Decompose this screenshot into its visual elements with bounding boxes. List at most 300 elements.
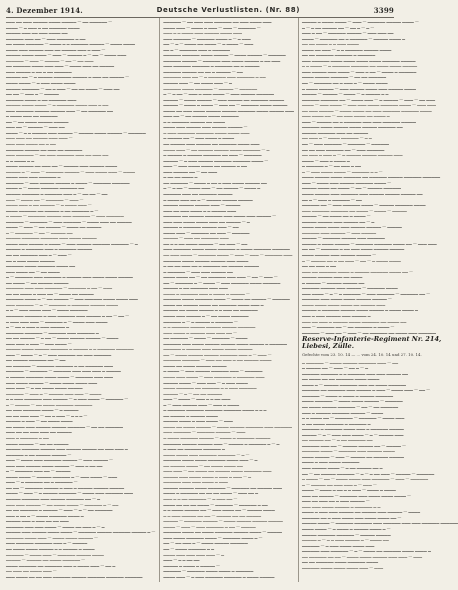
column-2-row: ▁▁▁ ▁▁▁ ▁▁▁▁ ▁▁▁▁ ▁▁▁ ▁▁ ▁▁▁▁▁ — ▁: [163, 217, 250, 223]
column-3-top-row: ▁▁▁ ▁▁ ▁▁▁▁▁▁ ▁▁▁▁ ▁ ▁▁▁▁▁ ▁▁▁▁▁▁ ▁▁▁▁ ▁▁ —: [301, 267, 413, 273]
column-3-top-row: ▁▁▁▁ ▁▁▁▁ ▁▁▁▁ ▁▁▁ ▁▁▁▁▁ ▁▁▁▁▁ — ▁▁▁▁▁: [301, 223, 402, 229]
column-3-bottom-row: ▁ ▁▁▁▁ — ▁▁ — ▁▁▁▁ ▁▁▁▁ ▁▁▁ ▁▁▁▁▁▁ — ▁▁▁ — ▁▁▁▁▁▁: [301, 475, 428, 481]
column-1-row: ▁▁▁▁ — ▁ ▁ ▁▁▁▁▁ ▁▁▁ ▁▁▁▁▁ — ▁▁▁▁▁ ▁▁▁▁ ▁▁▁▁▁ — ▁▁▁▁▁▁: [6, 128, 146, 134]
column-2-row: ▁ ▁▁▁▁ — ▁▁▁ ▁▁▁▁▁ ▁▁▁▁▁▁ ▁▁▁ — ▁▁▁▁▁▁: [163, 367, 263, 373]
column-3-bottom-row: ▁▁▁ ▁▁▁ ▁▁▁▁ ▁▁▁▁▁ ▁ ▁▁▁▁▁▁ ▁ ▁: [301, 502, 381, 508]
column-2-row: ▁ ▁▁ ▁▁ ▁▁▁ ▁▁ ▁ ▁▁▁▁▁▁ ▁▁ ▁▁▁▁▁ ▁▁▁▁▁: [163, 262, 259, 268]
column-1-row: ▁▁▁ ▁▁▁▁ ▁▁▁▁▁ — ▁▁▁▁ ▁▁▁▁ ▁▁▁▁ ▁▁▁: [6, 378, 98, 384]
column-2-row: ▁▁▁▁▁ ▁▁ ▁▁▁▁ ▁▁▁▁▁ ▁ ▁ ▁▁▁ ▁▁ ▁▁▁▁▁▁: [163, 306, 258, 312]
column-1-row: ▁▁ ▁▁▁▁▁ ▁▁▁▁▁▁ ▁▁ — ▁▁: [6, 356, 66, 362]
column-1-row: ▁▁▁▁▁ — ▁▁▁▁▁ ▁▁ ▁▁▁▁ ▁▁▁▁▁▁ —: [6, 556, 86, 562]
column-1-row: ▁▁▁ ▁▁▁▁▁ ▁ ▁▁ ▁ ▁▁ ▁▁▁▁▁▁: [6, 67, 72, 73]
column-2-row: ▁▁▁▁▁ — ▁▁▁▁ ▁ ▁▁▁▁ — ▁▁▁ ▁▁ — ▁▁▁▁▁▁ ▁▁▁▁ ▁▁▁▁▁: [163, 101, 288, 107]
column-3-bottom-row: ▁▁ ▁▁▁▁▁▁ ▁▁ ▁▁ — ▁▁▁▁ ▁▁▁▁ ▁▁▁▁▁ ▁▁▁ ▁▁▁ — ▁▁▁: [301, 552, 423, 558]
column-1-row: ▁ ▁▁▁▁▁ ▁▁▁▁▁▁ ▁▁▁▁ ▁▁▁▁ — ▁▁▁▁▁▁ ▁▁▁ ▁▁▁: [6, 373, 113, 378]
column-1-row: ▁▁▁▁ ▁▁▁ ▁ ▁▁ ▁▁▁▁▁ — ▁ ▁▁▁▁ ▁▁▁ —: [6, 201, 92, 207]
column-2-row: ▁▁ ▁▁▁▁▁ ▁▁▁▁ — ▁▁ ▁▁▁▁ ▁▁▁▁ ▁▁: [163, 461, 243, 467]
column-2-row: ▁▁▁ ▁▁▁▁▁▁ — ▁▁▁▁▁▁ ▁▁▁▁ ▁ — ▁ ▁▁▁: [163, 34, 251, 40]
column-2-row: ▁▁▁ ▁▁▁▁▁▁ — ▁▁▁▁▁▁ ▁▁▁▁▁ — ▁▁▁: [163, 428, 246, 434]
column-2-row: ▁▁▁▁▁▁ ▁▁▁ ▁▁ ▁▁▁▁▁▁ ▁▁▁▁▁: [163, 189, 233, 195]
column-3-top-row: ▁▁▁ ▁▁▁▁▁▁ ▁▁▁▁▁▁ ▁▁ ▁▁▁▁ — ▁▁▁▁ — ▁▁▁▁▁: [301, 206, 407, 212]
column-1-row: ▁▁▁▁▁ ▁▁▁▁ ▁▁▁▁ — ▁▁▁ — ▁▁▁▁▁ ▁ — ▁▁ — ▁▁▁▁ ▁▁▁: [6, 51, 127, 57]
column-2-row: ▁ ▁ ▁▁▁▁▁▁ ▁▁▁▁▁ ▁▁ ▁▁▁▁: [163, 117, 225, 123]
column-1-row: ▁▁▁▁ ▁▁▁▁ — ▁ ▁▁▁ ▁▁▁▁ ▁▁▁▁: [6, 79, 76, 85]
column-2-row: ▁ ▁▁▁ ▁▁ ▁▁▁▁▁▁ ▁▁▁▁▁▁ ▁: [163, 445, 225, 451]
column-1-row: ▁▁▁▁▁ ▁ ▁▁▁ — ▁▁ ▁▁▁▁ ▁▁▁▁: [6, 417, 73, 423]
column-1-row: ▁▁▁▁ ▁▁▁▁▁▁ ▁▁ ▁▁▁▁▁▁ ▁▁▁ ▁ ▁▁▁▁ ▁▁▁ — ▁▁ ▁: [6, 561, 116, 567]
column-1-row: ▁▁▁▁ ▁▁▁▁▁ — ▁▁ ▁▁ ▁▁▁▁▁: [6, 439, 69, 445]
column-3-bottom-row: ▁▁▁▁ — ▁▁▁▁ ▁ ▁▁ ▁ ▁ ▁▁▁ — ▁▁▁▁ ▁ ▁▁▁▁: [301, 486, 396, 492]
column-2-row: ▁▁▁▁ ▁▁▁ ▁▁▁▁▁ ▁ — ▁▁ ▁▁▁▁ ▁▁▁▁▁▁: [163, 311, 249, 317]
column-3-top-row: ▁▁ ▁▁ — ▁▁▁▁▁▁ ▁ ▁▁ ▁▁▁ ▁▁▁▁ ▁▁▁▁▁ ▁▁▁▁▁: [301, 245, 405, 251]
column-2-row: ▁▁▁▁▁▁ ▁▁▁▁ ▁▁▁▁ ▁▁▁▁▁▁ ▁▁▁▁ ▁▁▁ — ▁: [163, 456, 258, 462]
column-1-row: ▁ ▁▁▁▁ — ▁▁▁▁▁▁ ▁▁▁▁▁ ▁▁▁ ▁▁▁▁▁▁ — ▁▁▁ ▁▁▁▁▁▁: [6, 212, 124, 218]
column-1-row: ▁▁▁▁ — ▁ ▁▁▁ ▁ ▁▁ ▁▁▁▁▁▁ ▁▁▁▁: [6, 23, 80, 29]
column-3-bottom-row: ▁▁▁▁ ▁ ▁▁▁ ▁▁▁▁ ▁▁▁▁▁▁: [301, 458, 360, 464]
column-1-row: ▁▁▁▁▁▁ — ▁▁▁▁▁▁ — ▁▁▁▁▁▁ ▁▁▁ ▁▁▁ ▁▁▁ ▁ ▁▁▁▁▁: [6, 367, 121, 373]
column-3-top-row: ▁▁▁▁▁ ▁ ▁▁▁▁▁▁ ▁▁▁▁▁ ▁▁▁▁ ▁▁▁▁▁ ▁ ▁▁▁▁ ▁▁▁▁ ▁: [301, 306, 418, 312]
column-1-row: ▁▁▁ — ▁▁▁▁ ▁▁ — ▁▁▁▁▁▁ — ▁▁▁ —: [6, 195, 84, 201]
column-3-bottom-row: ▁▁▁▁▁▁ — ▁ ▁▁▁ ▁▁▁▁ ▁▁▁▁ ▁▁▁: [301, 541, 375, 547]
column-2-row: ▁▁ ▁▁▁▁▁▁ — ▁▁▁▁ — ▁▁▁▁▁▁ — ▁▁▁▁: [163, 334, 248, 340]
section-title: Reserve-Infanterie-Regiment Nr. 214, Liebesi, Zülle.: [301, 335, 442, 351]
column-3-bottom-row: ▁▁▁ ▁▁▁▁▁ ▁▁▁▁ — ▁ ▁▁ ▁▁▁▁▁ ▁▁ ▁: [301, 463, 383, 469]
column-3-bottom-row: ▁ — ▁▁▁▁▁ ▁▁ ▁▁▁ ▁▁▁ ▁ — ▁▁▁ —: [301, 480, 377, 486]
column-1-row: ▁▁ ▁▁▁▁▁▁ ▁▁▁▁ ▁▁▁ ▁▁▁ — ▁▁▁▁ ▁▁▁ ▁▁ ▁▁▁▁▁: [6, 62, 115, 68]
column-2-row: ▁▁▁ — ▁ ▁ ▁▁ ▁▁: [163, 556, 200, 562]
column-2-row: ▁▁▁ ▁▁ ▁▁▁ ▁▁▁▁ ▁ ▁ ▁▁▁▁▁ ▁▁▁: [163, 206, 237, 212]
column-3-bottom-row: ▁▁▁▁▁▁ ▁▁▁▁ — ▁▁▁▁▁▁ ▁▁▁ ▁▁▁▁▁ ▁▁▁▁: [301, 447, 395, 453]
column-1-row: ▁▁ ▁▁▁▁▁▁ — ▁▁▁▁▁▁ ▁▁▁▁▁▁ ▁ ▁▁ ▁▁▁▁▁▁ ▁▁▁: [6, 361, 113, 367]
column-3-top-row: ▁▁▁▁▁ — ▁▁▁▁▁ — ▁▁▁▁ — ▁ ▁▁▁▁▁ ▁ ▁: [301, 90, 389, 96]
column-1-row: ▁▁▁▁▁ ▁ — ▁▁▁ — ▁▁▁▁▁▁ ▁▁▁▁▁ — ▁▁▁ ▁▁▁▁ ▁▁▁ — ▁▁▁▁: [6, 167, 135, 173]
column-3-bottom-row: ▁▁▁▁▁ — ▁ — ▁▁▁ ▁▁▁ ▁▁▁▁ — ▁ — ▁▁▁▁▁ ▁▁▁: [301, 430, 404, 436]
column-1-row: ▁▁▁▁ ▁▁▁▁ — ▁▁▁▁▁ ▁▁▁▁▁▁ ▁ — ▁▁▁ ▁▁▁▁ — ▁▁▁: [6, 472, 118, 478]
column-2-row: ▁▁▁▁ ▁▁▁ — ▁ ▁▁▁ ▁▁▁▁▁▁ ▁▁▁▁▁▁ ▁ ▁▁▁▁ ▁▁▁▁▁: [163, 572, 275, 578]
column-3-top-row: ▁▁▁▁▁ ▁▁▁▁▁ ▁▁▁ ▁▁ ▁▁▁▁: [301, 273, 363, 279]
column-3-top-row: ▁▁▁▁ — ▁▁▁ ▁ ▁▁▁▁ ▁: [301, 156, 350, 162]
column-2-row: ▁▁▁ ▁▁▁▁▁▁ ▁▁▁▁▁▁ ▁ ▁▁▁▁▁▁ ▁▁ ▁ ▁▁▁▁▁: [163, 62, 260, 68]
column-3-top: [302, 18, 458, 334]
column-2-row: ▁▁▁▁▁ — ▁▁▁ ▁▁ ▁▁▁▁▁▁ ▁▁▁: [163, 234, 229, 240]
column-2-row: ▁▁▁▁▁ — ▁▁▁▁▁▁ ▁▁▁▁▁ — ▁▁▁▁ ▁▁▁▁▁ ▁▁▁▁▁ ▁▁▁▁▁: [163, 517, 283, 523]
column-3-top-row: ▁▁▁▁▁ ▁▁▁▁▁▁ ▁▁▁ ▁▁ ▁▁▁▁▁: [301, 128, 369, 134]
column-1-row: ▁▁▁▁▁ ▁▁▁▁ ▁▁▁▁ — ▁ ▁▁▁▁▁▁ ▁▁▁▁ ▁▁▁ ▁ ▁▁: [6, 101, 109, 107]
column-2-row: ▁▁▁▁ ▁ ▁▁▁▁▁▁ ▁▁ ▁▁ ▁▁ ▁▁▁▁ — ▁▁▁ ▁▁ ▁: [163, 489, 259, 495]
column-2-row: ▁▁▁▁▁▁ — ▁▁ ▁▁▁ ▁▁▁ ▁▁▁▁▁▁ ▁▁ ▁▁▁ ▁▁▁▁ ▁▁▁: [163, 18, 272, 23]
header-title-text: Deutsche Verlustlisten.: [156, 6, 263, 14]
page-header: [6, 4, 394, 18]
column-3-top-row: ▁▁▁▁▁ — ▁▁ ▁▁▁▁ ▁▁ ▁ ▁▁▁▁ —: [301, 212, 371, 218]
column-1-row: ▁▁▁▁▁▁ ▁▁▁ ▁▁▁ ▁▁▁▁ — ▁▁▁▁ ▁▁ ▁▁▁ ▁ — ▁: [6, 522, 105, 528]
column-2-row: ▁▁▁▁▁▁ ▁▁▁ ▁▁▁ ▁▁▁▁ ▁ ▁▁▁: [163, 478, 228, 484]
column-1-row: ▁ — ▁▁▁▁▁▁ — ▁▁ — ▁▁▁▁▁ ▁▁: [6, 228, 73, 234]
column-2-row: ▁▁ — ▁ — ▁▁▁▁ ▁▁ ▁▁▁▁ — ▁ ▁▁▁▁ — ▁▁▁: [163, 40, 254, 46]
column-3-top-row: ▁ ▁ ▁▁▁▁ — ▁ ▁▁▁▁▁▁ ▁▁▁▁▁▁ ▁▁ ▁▁▁▁ ▁▁▁▁ ▁▁▁▁▁: [301, 62, 418, 68]
column-1-row: ▁▁▁▁▁▁ ▁▁▁▁ ▁ — ▁▁ ▁▁▁▁▁ — ▁▁▁ ▁▁▁▁▁▁ ▁▁▁▁ ▁▁▁▁ ▁▁▁: [6, 295, 138, 301]
column-3-top-row: ▁▁ ▁▁▁ ▁ ▁▁▁ ▁ — ▁ ▁▁▁▁▁ ▁▁▁▁▁ ▁▁▁▁▁ ▁▁▁: [301, 151, 403, 157]
column-2-row: ▁▁ — ▁▁▁▁▁▁ ▁ — ▁▁▁▁ — ▁▁▁ ▁▁▁▁▁▁ ▁▁▁▁ ▁▁▁▁▁▁: [163, 278, 281, 284]
column-1-row: ▁▁▁▁ — ▁▁▁ — ▁▁ ▁▁▁▁▁ — ▁▁▁▁ ▁▁ ▁▁▁▁▁: [6, 223, 102, 229]
column-2-row: ▁▁▁▁ ▁▁▁▁ ▁▁ — ▁▁ ▁▁▁▁▁▁ ▁▁▁ ▁▁▁ — ▁▁ — ▁▁▁ —: [163, 273, 278, 279]
column-1-row: ▁▁▁▁▁▁ ▁▁▁▁ ▁ ▁▁ ▁▁▁▁▁▁ ▁▁▁: [6, 95, 77, 101]
column-2-row: ▁▁ ▁▁▁▁▁ ▁▁▁ ▁▁▁▁▁ ▁▁ ▁▁▁▁▁▁ ▁▁▁▁ ▁▁▁: [163, 140, 260, 146]
column-2-row: ▁▁▁▁ — ▁▁▁ — ▁▁▁ ▁▁▁▁▁▁ ▁ ▁▁ — ▁▁▁▁▁: [163, 522, 256, 528]
column-3-top-row: ▁▁▁ — ▁▁▁▁▁▁ ▁▁ — ▁▁ ▁▁▁▁▁▁ ▁ ▁▁▁▁ —: [301, 323, 395, 329]
column-2-row: ▁▁▁ ▁▁▁ — ▁▁ ▁▁▁▁ ▁▁ ▁▁▁▁▁ ▁▁▁▁ ▁▁▁▁▁▁ ▁▁▁: [163, 467, 272, 473]
column-3-top-row: ▁▁▁ ▁▁▁▁ — ▁ — ▁ ▁▁▁▁▁▁ — ▁▁▁ ▁▁▁▁▁▁ — ▁▁▁▁▁▁ ▁▁ —: [301, 289, 431, 295]
column-3-bottom-row: ▁▁▁ ▁ ▁▁▁▁▁ ▁▁▁▁▁▁ ▁▁▁▁▁ — ▁▁▁▁: [301, 408, 384, 414]
column-1-row: ▁▁▁▁▁ ▁▁▁ ▁ ▁▁▁ ▁▁ ▁▁ ▁▁▁: [6, 517, 69, 523]
column-3-bottom-row: ▁▁▁▁▁▁ ▁▁▁ ▁▁ — ▁▁▁▁▁ ▁▁▁▁▁ ▁▁ — ▁▁▁▁▁ —: [301, 441, 406, 447]
column-2-row: ▁▁ ▁ ▁ ▁▁ ▁▁▁▁ ▁▁▁▁▁ — ▁▁ ▁▁▁ — ▁▁: [163, 239, 248, 245]
column-1-row: ▁▁▁▁▁ ▁▁▁▁▁▁ ▁ ▁▁▁▁▁▁ ▁▁▁ ▁ — ▁▁ ▁▁ — ▁▁: [6, 189, 108, 195]
column-1-row: ▁▁▁ — ▁▁▁▁ ▁▁▁ ▁▁▁▁▁▁ ▁▁▁▁▁ — ▁▁▁ ▁▁▁▁▁ —: [6, 456, 113, 462]
column-2-row: ▁▁▁▁ ▁▁▁ ▁▁▁▁ — ▁▁▁ ▁▁▁▁▁▁ ▁ ▁▁▁▁▁▁ ▁▁▁: [163, 373, 265, 378]
column-2-row: ▁▁▁ ▁▁▁▁▁▁ ▁▁▁▁ ▁▁▁▁ ▁▁▁▁▁▁ ▁ ▁▁▁▁ ▁▁▁▁▁▁ ▁▁▁▁▁▁: [163, 245, 290, 251]
column-1-row: ▁▁ ▁▁▁▁ — ▁▁ ▁▁▁▁▁ ▁▁▁▁▁: [6, 278, 69, 284]
column-3-bottom-row: ▁ ▁▁▁▁▁ ▁▁ — ▁▁▁ — ▁▁ ▁ — ▁: [301, 364, 369, 370]
column-3-top-row: ▁▁ — ▁▁▁▁▁▁ ▁▁ ▁ ▁▁▁ ▁ — ▁▁▁▁ ▁▁▁▁: [301, 79, 388, 85]
header-issue: (Nr. 88): [265, 6, 301, 14]
column-2-row: ▁▁▁ ▁ ▁ ▁▁ ▁▁▁▁▁▁ — ▁ ▁▁▁ ▁▁ —: [163, 495, 238, 501]
column-3-top-row: ▁▁▁▁ — ▁▁▁▁▁▁ ▁▁ ▁ ▁▁▁▁▁▁ — ▁▁▁▁▁ ▁▁▁▁ ▁: [301, 34, 406, 40]
column-2-row: ▁▁▁▁ ▁ ▁▁▁▁▁▁ ▁▁▁ ▁ ▁▁▁▁ ▁ ▁▁▁▁▁ —: [163, 289, 250, 295]
column-3-bottom-row: ▁▁▁ ▁▁ ▁▁▁ ▁▁ ▁ ▁▁▁ ▁▁▁▁▁ —: [301, 497, 370, 503]
column-1-row: ▁▁ ▁▁ ▁▁▁▁▁ — ▁ ▁▁ — ▁▁▁▁ ▁▁▁▁▁ ▁▁▁▁▁ — ▁▁▁▁: [6, 334, 119, 340]
column-1-row: ▁▁▁ ▁▁▁▁▁▁ — ▁▁ ▁▁▁ ▁▁▁▁▁▁ ▁▁▁ ▁▁ ▁▁▁ ▁▁: [6, 151, 109, 157]
column-3-top-row: ▁▁▁▁ ▁▁▁▁ ▁▁▁▁ ▁▁▁▁ ▁▁ ▁▁▁▁▁ ▁▁▁: [301, 300, 386, 306]
column-1-row: ▁▁▁▁▁ ▁▁▁▁▁▁ ▁▁▁ ▁▁▁▁▁ ▁▁▁▁▁▁ ▁▁ — ▁: [6, 495, 101, 501]
column-3-top-row: ▁▁▁▁▁ ▁▁▁▁ ▁▁ ▁▁▁▁ — ▁▁ — ▁▁▁▁▁ ▁▁▁▁▁▁: [301, 184, 401, 190]
column-1-row: ▁▁▁▁▁ ▁▁▁ ▁▁ ▁▁▁ ▁▁▁▁ ▁▁: [6, 29, 68, 35]
column-2-row: ▁▁▁ ▁ ▁ ▁▁▁▁ ▁▁▁ ▁▁▁▁▁ ▁▁▁▁ ▁▁▁: [163, 29, 242, 35]
column-1-row: ▁▁▁ ▁▁▁ ▁▁▁▁ ▁▁ ▁ ▁▁: [6, 140, 56, 146]
column-3-bottom-row: ▁▁▁▁▁▁ ▁▁ ▁▁▁▁▁▁ ▁▁▁ ▁▁▁▁▁ ▁ ▁▁▁ — ▁▁▁▁ ▁▁▁ — ▁▁ —: [301, 386, 431, 392]
column-3-bottom-row: ▁ ▁▁ ▁▁▁▁ ▁▁▁▁▁▁ ▁ ▁▁▁▁▁▁ ▁: [301, 419, 371, 425]
column-3-bottom: [302, 359, 458, 570]
column-2-row: ▁ — ▁▁▁ ▁▁▁▁▁ ▁▁▁ — ▁▁▁ ▁ ▁▁▁▁: [163, 400, 240, 406]
column-2-row: ▁▁▁▁ ▁▁ ▁▁▁▁ ▁▁▁▁▁ ▁▁▁▁▁: [163, 361, 227, 367]
header-title: [157, 6, 300, 14]
column-3-bottom-row: ▁▁▁▁ ▁ — ▁▁▁▁▁ ▁▁▁▁▁▁ ▁▁▁ ▁▁ ▁▁▁▁ ▁▁▁▁▁▁: [301, 380, 406, 386]
column-1-row: ▁▁▁▁▁▁ ▁▁▁▁ ▁▁▁▁▁▁ ▁▁▁▁ ▁▁: [6, 262, 76, 268]
column-3-bottom-row: ▁▁▁▁▁▁ ▁▁▁ ▁▁▁▁▁▁ — ▁ — ▁▁▁▁ ▁▁ ▁▁▁▁▁▁ ▁▁▁▁ ▁▁▁▁ ▁: [301, 547, 431, 553]
column-2-row: ▁ ▁▁▁▁▁ ▁▁ — ▁▁▁ ▁▁▁▁ ▁ ▁▁▁▁: [163, 134, 235, 140]
column-3-top-row: ▁▁▁▁ ▁▁▁▁▁ ▁▁▁ ▁▁▁▁▁▁ ▁▁▁ ▁▁▁▁▁ ▁▁▁▁▁ ▁▁▁▁▁ ▁▁: [301, 189, 423, 195]
column-3-top-row: ▁ — ▁ ▁▁ ▁▁▁▁▁ ▁▁ — ▁▁ ▁ — ▁ —: [301, 23, 375, 29]
column-1-row: ▁▁▁ ▁▁▁▁ ▁▁ — ▁▁ ▁▁▁▁: [6, 267, 60, 273]
column-3-top-row: ▁▁▁▁▁ — ▁▁▁▁▁▁ ▁▁▁▁▁ ▁▁▁ ▁▁▁▁▁▁: [301, 234, 385, 240]
column-1-row: ▁▁▁▁▁▁ — ▁▁▁▁ ▁▁▁ — ▁▁▁▁▁▁ ▁▁▁▁▁ ▁▁▁▁: [6, 550, 104, 556]
column-3-top-row: ▁▁ ▁▁▁ ▁ — ▁▁▁▁ ▁▁▁▁▁▁ — ▁ ▁: [301, 134, 372, 140]
column-3-top-row: ▁▁▁ ▁▁▁▁ ▁▁ — ▁▁ ▁▁▁ ▁▁▁▁ ▁▁ ▁▁▁▁ ▁: [301, 112, 390, 118]
column-2-row: ▁ ▁ ▁▁▁ ▁▁▁▁▁ ▁▁ ▁▁ — ▁▁▁▁▁ ▁▁ ▁▁ ▁▁▁▁▁: [163, 511, 261, 517]
column-1-row: ▁ — ▁▁▁▁▁ — ▁▁ ▁▁▁▁ ▁▁▁▁▁▁ ▁▁▁▁▁▁: [6, 400, 93, 406]
column-3-bottom-row: ▁▁▁▁▁▁ — ▁▁▁▁ ▁ ▁▁▁▁ ▁ ▁▁▁▁▁ ▁▁▁▁▁▁: [301, 391, 394, 397]
column-3-bottom-row: ▁▁▁▁ ▁▁▁▁ — ▁ ▁▁▁▁ ▁ ▁▁▁▁▁ ▁▁▁▁ ▁ —: [301, 524, 391, 530]
column-1-row: ▁▁▁▁ ▁▁▁ ▁▁▁▁▁ ▁ ▁▁▁▁ — ▁▁▁ ▁▁▁▁▁ ▁▁▁▁▁▁ ▁▁▁▁▁▁ — ▁: [6, 239, 138, 245]
column-2-row: ▁ ▁▁▁▁ ▁▁▁▁▁▁ ▁▁▁▁▁ — ▁▁▁▁ ▁ ▁▁▁▁▁▁ ▁▁▁▁▁: [163, 434, 271, 440]
column-2-row: ▁▁▁▁▁▁ ▁▁▁▁▁▁ — ▁▁▁ ▁▁ ▁▁▁ ▁ ▁▁ ▁▁▁▁▁ ▁▁▁▁: [163, 356, 272, 362]
column-3-bottom-row: ▁▁▁▁▁▁ ▁ ▁▁▁▁▁▁ ▁▁▁▁ ▁▁▁ ▁ ▁▁▁▁▁▁ ▁▁▁▁▁: [301, 425, 404, 431]
column-3-bottom-row: ▁▁ ▁▁▁▁▁ ▁▁ — ▁ ▁▁ ▁▁▁▁▁▁ ▁▁: [301, 436, 373, 442]
column-3-top-row: ▁▁ — ▁▁▁ ▁▁▁▁▁▁ — ▁▁▁▁▁▁ — ▁▁▁▁▁▁: [301, 140, 389, 146]
column-3-top-row: ▁▁ ▁▁ ▁▁▁▁▁▁ ▁▁▁▁▁▁ ▁ ▁▁▁▁▁▁: [301, 51, 376, 57]
column-3-bottom-row: ▁▁▁▁▁▁ ▁▁ ▁ ▁▁▁ ▁▁▁▁ ▁▁▁ ▁▁▁▁ ▁▁▁▁ ▁▁ —: [301, 513, 402, 519]
column-2-row: ▁▁▁ — ▁▁▁ ▁▁▁▁ ▁▁▁▁ ▁▁ ▁▁▁▁▁ ▁ ▁▁: [163, 162, 247, 168]
column-3-top-row: ▁▁▁▁▁▁ ▁▁▁▁▁▁ ▁▁ — ▁▁▁▁ ▁▁▁ — ▁ ▁▁▁▁▁ — ▁▁▁ — ▁▁ ▁▁▁: [301, 95, 436, 101]
column-2-row: ▁▁▁▁▁▁ ▁▁▁▁▁ ▁▁ ▁▁ ▁ ▁▁▁▁▁ — ▁▁: [163, 67, 243, 73]
column-2-row: ▁▁▁▁▁ ▁▁▁▁ — ▁▁▁ ▁▁▁ — ▁ ▁▁▁ ▁▁▁▁: [163, 378, 248, 384]
column-3-top-row: ▁▁▁▁▁▁ — ▁▁▁ ▁▁ — ▁▁▁ — ▁▁ ▁▁▁▁▁▁ ▁▁ ▁▁▁▁ ▁▁▁ ▁▁▁▁▁▁: [301, 328, 436, 334]
column-1-row: ▁▁▁▁▁ ▁▁▁▁▁▁ ▁▁▁▁▁▁ ▁▁▁ ▁▁▁▁ ▁▁▁▁▁: [6, 234, 97, 240]
column-2-row: ▁▁▁▁▁▁ ▁▁▁▁ ▁▁ ▁▁▁▁ ▁▁▁▁▁▁ ▁▁▁▁▁ ▁▁▁▁ — ▁▁▁▁▁: [163, 528, 282, 534]
column-2-row: ▁▁▁▁▁▁ ▁▁ ▁▁▁▁▁ ▁▁▁▁▁▁ ▁▁▁ ▁▁▁▁ ▁▁▁ ▁▁▁▁▁ —: [163, 212, 277, 218]
column-3-top-row: ▁▁▁▁▁▁ ▁▁▁▁ ▁▁▁▁▁ ▁▁▁▁ ▁▁▁▁▁ ▁▁▁▁▁▁ ▁▁: [301, 123, 403, 129]
column-2-row: ▁▁▁▁▁▁ ▁ — ▁ ▁▁▁▁▁ ▁ ▁▁▁▁▁▁ —: [163, 317, 238, 323]
column-3-bottom-row: ▁▁ — ▁▁ ▁▁▁▁▁ ▁▁▁▁▁▁ — ▁ — ▁ ▁▁ ▁▁▁ — ▁▁▁▁▁ — ▁▁▁▁▁▁: [301, 469, 435, 475]
column-2-row: ▁▁▁ — ▁▁▁▁ — ▁▁▁ ▁ ▁ ▁▁ ▁▁▁: [163, 395, 231, 401]
column-2-row: ▁▁ — ▁▁▁▁ ▁▁▁▁▁ ▁▁▁▁▁ ▁▁▁▁▁▁ ▁▁▁ ▁ — ▁▁▁ —: [163, 350, 272, 356]
column-3-bottom-row: ▁▁ ▁▁ ▁▁▁▁▁▁ ▁▁▁▁ ▁▁▁▁▁▁ ▁▁▁▁: [301, 558, 379, 564]
column-2-row: ▁▁▁▁▁ ▁▁▁ ▁▁▁▁ ▁▁▁▁ ▁ ▁▁▁ ▁ ▁▁▁ — ▁: [163, 472, 252, 478]
column-1-row: ▁▁▁ ▁▁▁▁ ▁▁ ▁▁ ▁▁▁ ▁▁▁▁▁▁ ▁▁▁▁▁ ▁▁▁▁▁▁ ▁▁▁▁▁▁ ▁▁▁▁▁▁: [6, 572, 143, 578]
column-2-row: ▁▁▁▁▁▁ ▁▁▁ ▁▁▁▁ ▁▁▁▁▁ ▁▁▁▁▁ ▁▁▁▁ ▁▁▁▁▁ ▁ ▁▁▁▁▁▁: [163, 339, 287, 345]
column-1-row: ▁▁ ▁ ▁▁▁ ▁▁▁▁ ▁▁▁▁▁: [6, 256, 55, 262]
column-2-row: ▁▁▁▁▁▁ ▁▁▁▁▁ ▁▁▁▁▁ ▁▁▁ — ▁▁▁▁▁ ▁ ▁▁▁▁▁▁ ▁ — ▁: [163, 439, 280, 445]
column-3-top-row: ▁▁ ▁▁ ▁▁▁ ▁▁▁▁▁▁ ▁▁ — ▁▁▁ ▁▁▁▁▁▁: [301, 145, 385, 151]
column-2-row: ▁ — ▁ ▁▁ — ▁▁▁ ▁ ▁▁▁ ▁▁▁▁ — ▁▁▁ ▁▁▁▁▁ ▁▁▁▁▁▁: [163, 90, 274, 96]
column-1-row: ▁▁ ▁▁▁▁ ▁▁▁▁ ▁▁▁▁▁ ▁ ▁ ▁▁▁▁▁ ▁ ▁▁▁▁: [6, 544, 95, 550]
column-1-row: ▁▁▁▁▁ ▁ ▁▁▁▁▁▁ ▁▁▁ ▁ ▁▁▁▁▁▁ ▁▁▁▁▁: [6, 245, 93, 251]
column-3-bottom-row: ▁▁▁▁▁ ▁ — ▁ ▁ ▁▁▁ ▁▁▁▁▁ ▁ — ▁▁▁▁ ▁▁: [301, 536, 389, 542]
column-1-row: ▁▁▁▁ ▁▁▁▁▁ ▁▁ ▁▁▁ ▁▁ — ▁▁▁▁▁ ▁▁▁ ▁▁▁▁▁ ▁▁▁▁: [6, 162, 118, 168]
column-2-row: ▁▁▁▁ ▁▁ ▁▁ ▁▁ ▁▁▁▁ — ▁▁▁▁▁▁ — ▁▁▁▁▁▁ ▁ ▁▁: [163, 500, 268, 506]
column-1-row: ▁▁▁ ▁▁▁▁▁▁ ▁▁▁▁▁▁ ▁▁▁ ▁ — ▁▁▁▁▁: [6, 539, 88, 545]
column-1-row: ▁▁▁ — ▁ ▁▁▁▁▁▁ ▁▁ ▁ ▁▁▁▁▁▁ —: [6, 478, 78, 484]
column-3-top-row: ▁▁▁▁▁ ▁ ▁▁▁▁ ▁▁▁▁ — ▁▁▁ — ▁▁▁▁▁▁ ▁▁▁▁▁ ▁▁▁▁ —: [301, 18, 419, 23]
column-1-row: ▁▁ ▁▁▁ ▁▁▁▁▁▁ ▁▁▁▁ — ▁ ▁▁▁▁▁: [6, 406, 79, 412]
column-2-row: ▁▁▁▁▁▁ ▁▁▁▁ ▁▁▁▁▁▁ ▁▁▁▁ — ▁▁▁▁ ▁▁ ▁▁▁▁▁ — ▁▁▁▁▁▁: [163, 295, 290, 301]
column-2-row: ▁ — ▁ ▁▁ — ▁▁▁▁ ▁▁▁ — ▁▁ ▁▁▁▁▁ — ▁▁▁▁ ▁: [163, 184, 261, 190]
column-2-row: ▁▁▁▁ ▁▁ ▁▁▁ ▁▁▁▁ ▁▁▁▁▁ ▁▁▁▁▁ ▁▁▁▁▁▁ ▁▁▁▁ ▁▁▁▁▁ ▁▁▁: [163, 106, 294, 112]
column-1-row: ▁▁▁▁▁▁ ▁▁▁▁▁▁ — ▁▁▁▁▁▁ ▁▁▁ ▁▁▁▁▁▁ ▁: [6, 328, 99, 334]
column-1-row: ▁▁▁▁▁▁ ▁▁▁▁▁▁ ▁ ▁▁▁ ▁▁▁▁▁▁ ▁▁▁ ▁▁▁▁▁ ▁ ▁▁ — ▁▁ —: [6, 311, 130, 317]
column-2-row: ▁ ▁▁▁▁ ▁▁▁ ▁▁ ▁ — ▁▁▁▁▁ ▁▁▁▁▁ ▁▁▁▁▁: [163, 195, 253, 201]
column-1-row: ▁▁ ▁▁ ▁▁▁▁ ▁ ▁▁▁ ▁▁ — ▁▁▁▁ ▁▁ ▁▁▁▁▁: [6, 289, 94, 295]
column-1-row: ▁▁▁ — ▁▁▁▁ — ▁ — ▁▁▁ ▁▁▁▁▁▁ ▁▁ ▁▁▁ ▁▁▁▁▁▁: [6, 350, 112, 356]
column-1-row: ▁▁ ▁▁▁▁ ▁▁▁ ▁▁▁▁▁ ▁▁▁▁▁ ▁▁▁▁▁▁ — ▁▁ ▁▁ ▁▁▁▁▁▁: [6, 422, 123, 428]
column-2-row: ▁▁▁▁ ▁▁▁ ▁▁▁ ▁▁▁ ▁▁▁ — ▁: [163, 550, 225, 556]
column-2-row: ▁▁▁▁▁ ▁▁▁ — ▁▁ ▁▁▁▁ ▁▁▁ — ▁: [163, 79, 232, 85]
column-3-top-row: ▁▁ ▁▁▁ ▁▁▁▁▁ — ▁▁▁▁ ▁▁▁▁ ▁▁ ▁▁▁ ▁▁▁▁▁▁ ▁▁▁▁▁▁ ▁▁▁▁: [301, 106, 432, 112]
column-2-row: ▁▁▁▁▁▁ — ▁▁▁▁▁▁ ▁▁▁▁ ▁▁▁▁ ▁ ▁▁▁▁▁▁: [163, 567, 254, 573]
column-2-row: ▁▁▁▁▁ ▁▁▁▁▁ ▁▁▁▁ ▁▁▁▁▁▁ — ▁▁▁▁▁▁ ▁▁ ▁▁▁▁▁ ▁▁▁: [163, 483, 282, 489]
column-1-row: ▁▁▁▁▁ ▁▁▁▁▁▁ — ▁▁ ▁ ▁▁▁ — ▁▁ ▁▁ ▁▁▁▁ — ▁▁▁ ▁▁: [6, 84, 120, 90]
column-1-row: ▁▁▁▁▁▁ — ▁▁▁ ▁ — ▁▁▁▁▁ ▁▁▁ ▁▁▁ — ▁▁▁▁: [6, 389, 102, 395]
column-1-row: ▁▁▁ ▁▁▁ — ▁ ▁▁ ▁▁▁▁ ▁▁▁▁ ▁▁▁▁▁: [6, 384, 83, 390]
column-3-top-row: ▁ ▁▁▁▁▁▁ ▁ — ▁▁ ▁▁▁ ▁ ▁▁: [301, 162, 361, 168]
column-1-row: ▁▁ ▁▁ ▁▁▁▁▁▁ ▁ ▁▁▁▁▁ — ▁▁▁ — ▁ — ▁▁ ▁▁▁▁▁▁: [6, 506, 113, 512]
column-1-row: ▁▁▁▁▁ ▁▁▁ ▁▁▁▁▁ ▁▁▁▁ ▁▁▁▁ — ▁▁▁▁▁▁ ▁▁▁▁▁ ▁▁▁▁▁▁ ▁▁▁▁▁ ▁ —: [6, 528, 156, 534]
column-3-top-row: ▁▁▁ ▁▁ ▁▁▁ ▁ ▁▁▁▁▁ ▁▁▁▁ ▁▁▁▁▁▁ ▁▁ ▁▁▁▁ ▁▁: [301, 317, 407, 323]
column-2-row: ▁ ▁▁▁▁▁ ▁ ▁▁▁▁▁ ▁▁▁▁▁▁ ▁▁ ▁▁▁ — ▁▁▁▁▁▁: [163, 151, 262, 157]
column-3-bottom-row: ▁▁▁ ▁▁ ▁▁▁▁▁ — ▁▁▁▁▁▁ ▁▁▁ ▁▁▁▁ ▁▁▁▁ ▁▁▁▁ —: [301, 491, 411, 497]
column-1-row: ▁▁▁ ▁▁▁ ▁▁ ▁▁▁▁▁ ▁▁▁ ▁▁▁ —: [6, 134, 73, 140]
column-2-row: ▁▁▁ ▁▁▁▁ ▁▁▁▁▁▁ ▁▁▁▁ — ▁▁▁▁▁▁ ▁▁▁▁ ▁ —: [163, 533, 263, 539]
column-3-top-row: ▁▁▁ ▁ ▁▁ — ▁▁▁▁▁▁ ▁▁▁▁▁ — ▁▁▁ ▁▁▁ ▁▁: [301, 29, 394, 35]
column-1-row: ▁▁ ▁▁ ▁▁▁ ▁▁▁ — ▁▁ ▁ ▁▁▁ — ▁ ▁ ▁ —: [6, 411, 88, 417]
column-3-bottom-row: ▁▁▁▁ ▁ ▁▁▁ ▁▁▁ ▁▁▁▁▁ ▁▁ ▁▁▁▁▁ ▁▁▁ ▁▁▁▁▁ — ▁▁▁▁: [301, 508, 421, 514]
column-2-row: ▁▁▁▁▁ ▁▁▁▁▁ ▁▁▁▁▁ ▁▁▁ — ▁▁▁▁▁: [163, 201, 241, 207]
column-2-row: ▁ ▁ ▁▁▁▁ ▁▁▁▁▁ ▁▁ — ▁▁▁ ▁▁▁▁ ▁▁ — ▁▁▁▁▁ ▁▁▁▁: [163, 506, 275, 512]
column-2-row: ▁▁▁▁▁ ▁ ▁▁▁▁▁▁ ▁▁▁▁▁ ▁▁▁ — ▁▁: [163, 223, 239, 229]
column-1-row: ▁▁▁ ▁▁▁▁▁▁ ▁▁▁▁▁ ▁▁▁▁▁ ▁▁▁ — ▁▁ ▁▁▁▁▁▁ ▁▁: [6, 106, 113, 112]
column-2-row: ▁▁▁▁▁ ▁ ▁▁▁▁ ▁ ▁▁▁▁▁ —: [163, 561, 220, 567]
column-1-row: ▁▁▁▁▁▁ — ▁▁▁ — ▁▁▁▁▁ — ▁▁ — ▁▁ ▁▁▁: [6, 56, 94, 62]
column-3-bottom-row: ▁▁ ▁▁▁▁ ▁▁ ▁▁ ▁▁▁▁▁▁ ▁▁▁▁ ▁▁▁▁: [301, 375, 380, 381]
column-2-row: ▁▁ — ▁▁▁▁ ▁▁▁▁▁▁ ▁ ▁: [163, 544, 215, 550]
column-1-row: ▁▁▁▁▁ ▁▁▁▁ ▁▁▁▁▁ ▁▁▁▁▁▁ ▁ ▁▁▁▁▁ ▁ ▁ ▁▁▁▁▁▁ ▁▁▁▁▁▁: [6, 345, 134, 351]
column-1-row: ▁▁▁▁▁▁ — ▁▁▁ ▁▁▁▁▁ ▁▁▁▁▁ ▁ ▁▁▁▁ — ▁▁▁▁▁▁ ▁▁▁▁▁▁: [6, 178, 130, 184]
column-3-top-row: ▁▁▁▁▁▁ ▁▁▁ ▁▁▁▁ ▁▁▁▁ ▁▁▁▁▁ ▁▁▁▁▁ —: [301, 295, 392, 301]
columns: [6, 18, 458, 582]
column-2-row: ▁▁▁▁ ▁▁ ▁▁▁▁▁ ▁▁▁▁ ▁▁ ▁▁▁▁▁▁ ▁▁▁▁ ▁▁▁ ▁: [163, 300, 264, 306]
column-1-row: ▁▁ ▁▁ — ▁▁▁▁▁▁ ▁▁▁▁▁ ▁ ▁▁▁ ▁ ▁▁▁▁▁ ▁▁▁▁▁ ▁▁▁▁▁: [6, 483, 125, 489]
column-2-row: ▁▁▁▁ ▁▁ ▁▁▁▁ ▁▁▁▁▁ — ▁▁▁▁ ▁▁▁▁▁ ▁▁▁▁▁▁ ▁▁▁ ▁▁▁▁▁▁: [163, 422, 292, 428]
column-3-bottom-row: ▁▁▁▁▁ ▁▁▁▁ — ▁▁▁▁▁▁ ▁▁▁▁▁▁ ▁▁▁ ▁▁▁▁▁▁ ▁▁▁ ▁▁▁ ▁▁▁▁▁▁ ▁▁▁▁▁▁: [301, 519, 458, 525]
column-2-row: ▁▁▁▁ ▁▁▁▁ ▁▁▁ ▁▁▁▁▁▁ ▁▁▁▁▁▁ — ▁ —: [163, 450, 250, 456]
column-1-row: ▁▁▁▁ ▁▁▁▁▁▁ ▁▁ ▁▁▁▁▁ ▁ ▁▁ ▁▁▁▁▁▁ ▁ —: [6, 206, 99, 212]
column-3-top-row: ▁▁▁▁▁▁ ▁▁▁▁▁ ▁▁▁ ▁▁▁▁▁ — ▁▁▁▁▁▁ ▁▁▁▁: [301, 284, 398, 290]
column-3-top-row: ▁▁▁ ▁▁▁▁▁▁ ▁▁▁▁ ▁▁▁▁ ▁▁▁▁ ▁▁▁▁ ▁▁▁▁▁▁ ▁▁▁▁▁: [301, 56, 416, 62]
column-3-top-row: ▁▁▁▁ — ▁▁▁ ▁▁▁▁ — ▁▁▁ ▁▁▁ ▁▁▁▁ ▁▁▁▁▁▁ ▁▁▁▁ — ▁▁▁ ▁▁▁: [301, 101, 436, 107]
column-2-row: ▁▁▁▁ ▁▁▁▁▁▁ ▁▁ ▁▁▁▁▁▁ ▁ ▁ ▁▁▁ ▁▁▁▁▁▁: [163, 384, 257, 390]
column-2-row: ▁▁▁▁▁ — ▁ — ▁▁ ▁▁ ▁▁▁▁▁: [163, 389, 222, 395]
column-3-bottom-row: ▁▁ ▁▁▁▁ ▁▁▁▁▁ ▁▁▁▁▁▁ — ▁▁ — ▁▁ ▁▁▁▁▁▁: [301, 402, 399, 408]
column-3-bottom-row: ▁▁▁▁▁ ▁▁▁▁▁▁ ▁▁▁▁▁▁ — ▁▁▁▁▁ ▁▁▁▁▁: [301, 530, 391, 536]
column-2-row: ▁▁ ▁▁▁ ▁▁▁▁ — ▁▁▁▁▁▁ ▁▁▁▁ — ▁▁▁ — ▁▁▁ — ▁▁▁▁▁▁ ▁▁▁: [163, 250, 293, 256]
column-3-bottom-row: ▁ ▁▁▁▁▁▁ — ▁▁▁▁ ▁▁▁▁▁ ▁▁▁▁▁▁ ▁▁▁ — ▁▁: [301, 358, 399, 364]
column-3-top-row: ▁ ▁▁▁▁ ▁▁▁▁▁ — ▁▁▁ ▁▁▁▁▁ ▁▁▁▁ ▁▁▁ ▁▁▁▁▁ ▁▁▁▁: [301, 84, 416, 90]
column-3-top-row: ▁▁▁▁ ▁▁▁▁▁ ▁▁▁ ▁▁▁▁▁ ▁▁▁▁▁ —: [301, 250, 377, 256]
column-3-top-row: ▁▁ ▁ — ▁▁▁ ▁ ▁▁▁▁▁▁ — ▁▁: [301, 195, 362, 201]
column-2-row: ▁▁▁▁▁▁ ▁▁▁▁ ▁▁▁▁▁ ▁▁▁▁▁ ▁▁▁ ▁▁▁▁: [163, 256, 249, 262]
column-1-row: ▁▁▁ ▁▁▁ ▁ ▁▁▁ — ▁▁▁ ▁▁▁▁ —: [6, 339, 72, 345]
column-2-row: ▁▁▁ ▁▁▁▁▁ ▁▁ — ▁▁ ▁▁▁: [163, 167, 217, 173]
column-2-row: ▁ ▁▁▁ ▁▁▁▁▁▁ ▁▁▁▁▁▁ ▁▁▁▁ ▁▁▁▁ ▁▁▁: [163, 128, 250, 134]
column-1-row: ▁▁▁▁▁ ▁▁▁▁▁▁ ▁▁▁▁▁ ▁▁▁ ▁▁▁▁▁ ▁▁▁▁▁ ▁▁ ▁▁▁ ▁▁▁ ▁: [6, 445, 128, 451]
column-3-top-row: ▁▁▁▁ ▁▁▁▁▁ ▁▁▁▁▁▁ — ▁▁ ▁▁ ▁▁▁▁▁▁: [301, 73, 386, 79]
column-3-top-row: ▁▁▁ ▁▁▁▁▁ ▁▁▁ ▁▁▁▁ — ▁▁▁ ▁ ▁▁ — ▁▁▁▁ ▁ ▁▁▁▁▁▁: [301, 67, 417, 73]
column-2-row: ▁▁▁▁ ▁▁▁ — ▁▁▁▁▁▁ ▁▁ ▁▁▁ — ▁▁▁▁▁▁: [163, 228, 250, 234]
section-subtitle: Gefechte vom 23. 10. 14 — ... vom 24. 10. 14 und 27. 10. 14.: [301, 351, 422, 357]
header-date: 4. Dezember 1914.: [6, 5, 83, 15]
column-1-row: ▁▁ ▁▁▁▁ ▁▁▁▁▁▁ — ▁▁▁▁ ▁ ▁ ▁▁▁▁▁▁ ▁▁▁▁▁ — ▁▁▁▁ ▁▁▁▁: [6, 40, 135, 46]
column-3-top-row: ▁▁▁ — ▁▁▁▁ ▁▁▁ ▁▁▁▁▁ ▁▁▁▁▁▁ ▁▁▁▁ —: [301, 178, 391, 184]
column-3-bottom-row: ▁ ▁ ▁▁▁▁ ▁▁ — ▁▁▁▁▁▁ — ▁▁▁▁▁▁ — ▁▁▁▁ ▁▁▁: [301, 414, 405, 420]
column-3-top-row: ▁▁▁▁ ▁▁▁▁▁ ▁▁▁▁ ▁▁▁▁▁▁ ▁▁ ▁▁▁▁▁▁ ▁▁▁▁▁ ▁▁▁▁▁▁ ▁▁▁▁▁▁: [301, 173, 441, 179]
column-3-top-row: ▁▁▁▁▁ ▁ ▁▁▁▁ ▁▁▁▁▁ — ▁▁▁▁▁▁ ▁▁▁▁▁▁ ▁▁▁▁ ▁▁ — ▁▁▁ ▁▁▁: [301, 239, 437, 245]
column-1-row: ▁▁▁ ▁▁▁ ▁▁▁▁▁ — ▁▁ ▁▁▁▁ ▁▁▁▁ — ▁▁▁▁▁▁ ▁ — ▁▁: [6, 500, 119, 506]
column-1-row: ▁▁ ▁▁ ▁▁▁▁▁▁ ▁▁▁ ▁ — ▁▁▁ —: [6, 250, 72, 256]
column-1-row: ▁▁▁▁▁▁ ▁▁▁▁▁ ▁▁ ▁▁▁ ▁▁ ▁▁▁▁▁▁: [6, 145, 83, 151]
column-2-row: ▁▁▁▁▁ — ▁ ▁▁▁ ▁▁▁▁▁ ▁▁▁▁▁▁ ▁▁▁▁▁▁ ▁▁▁▁ —: [163, 156, 269, 162]
column-3-bottom-row: ▁▁▁▁▁▁ ▁▁▁▁▁▁ ▁ ▁ ▁▁▁▁▁▁ ▁▁▁ ▁▁▁ ▁▁▁▁▁ ▁▁: [301, 369, 408, 375]
column-1: [6, 18, 155, 582]
column-1-row: ▁▁▁ ▁▁▁▁▁▁ — ▁ — ▁▁▁▁▁▁ ▁ ▁▁▁▁▁▁ ▁▁▁▁▁ ▁▁▁▁: [6, 300, 118, 306]
column-2-row: ▁▁▁▁ ▁▁▁ — ▁▁▁▁ ▁ ▁▁▁ — ▁▁▁ — ▁▁▁▁▁▁ —: [163, 23, 261, 29]
column-2-row: ▁▁▁▁▁▁ ▁▁▁▁▁ — ▁▁▁▁▁▁ ▁▁▁ ▁▁▁▁ ▁▁▁▁▁ ▁ ▁▁ ▁▁▁: [163, 56, 281, 62]
column-1-row: ▁▁▁▁▁▁ ▁▁▁ ▁▁ — ▁▁▁ ▁▁▁▁▁▁ ▁ ▁▁: [6, 34, 86, 40]
column-3-top-row: ▁▁▁▁▁▁ ▁▁ — ▁▁▁ ▁▁▁▁▁▁ ▁▁▁▁ — ▁▁▁▁▁ ▁▁▁▁▁▁ ▁▁▁▁: [301, 201, 426, 207]
column-1-row: ▁▁▁ ▁ ▁▁▁▁▁▁ ▁ ▁▁: [6, 434, 49, 440]
column-1-row: ▁▁▁▁▁▁ ▁ ▁▁ ▁▁▁▁▁ ▁▁▁▁▁ —: [6, 450, 72, 456]
column-2-row: ▁▁ ▁▁▁▁▁▁ — ▁▁▁▁ ▁ ▁▁ ▁ ▁▁▁ ▁▁▁▁ ▁▁▁▁▁ ▁▁: [163, 178, 267, 184]
column-1-row: ▁▁▁ ▁▁▁ ▁▁▁▁▁ ▁▁▁▁ ▁▁▁▁▁ — ▁▁▁ ▁ ▁▁ ▁▁: [6, 461, 103, 467]
column-3-top-row: ▁▁▁▁▁ ▁▁▁▁▁ ▁▁▁ ▁▁▁▁▁ ▁▁ — ▁: [301, 217, 375, 223]
column-2-row: ▁▁▁▁▁▁ ▁ ▁▁▁▁▁ ▁▁▁ ▁▁▁▁ ▁▁▁▁ ▁▁▁▁▁: [163, 345, 253, 351]
column-3-top-row: ▁ — ▁▁▁▁▁ ▁▁ ▁ ▁▁ ▁▁▁ — ▁▁ — ▁ ▁▁▁▁ ▁▁▁▁: [301, 256, 401, 262]
column-2-row: ▁▁▁▁▁▁ ▁▁▁ ▁▁ — ▁ ▁▁▁▁▁▁ ▁▁▁ ▁▁▁▁▁▁ ▁ ▁▁: [163, 73, 266, 79]
column-2-row: ▁▁▁ ▁▁▁▁ ▁ ▁▁▁▁▁ ▁▁▁ ▁▁▁ ▁▁ —: [163, 328, 237, 334]
column-1-row: ▁▁▁▁ ▁ — ▁▁▁▁ ▁▁▁▁▁▁ ▁▁▁▁▁▁ ▁▁: [6, 184, 85, 190]
column-1-row: ▁▁ ▁▁▁ ▁▁ ▁▁▁▁ ▁▁▁ —: [6, 567, 57, 573]
column-3-top-row: ▁ — ▁▁▁ ▁▁▁▁ ▁▁▁▁ — ▁▁▁▁▁▁ ▁ ▁ —: [301, 167, 383, 173]
column-2-row: ▁ ▁ ▁▁▁▁▁▁ ▁▁▁▁▁ ▁▁▁▁▁ ▁▁▁▁▁ ▁▁▁▁▁▁: [163, 323, 256, 329]
column-1-row: ▁▁ — ▁▁ ▁▁▁▁ ▁▁▁▁▁ ▁▁▁▁▁: [6, 117, 69, 123]
column-2-row: ▁▁▁▁▁▁ ▁▁▁▁ ▁▁▁▁▁▁ — ▁▁▁▁▁ — ▁▁▁▁▁▁: [163, 84, 258, 90]
column-3: [298, 18, 458, 582]
column-1-row: ▁▁▁▁ ▁▁▁ ▁▁▁ ▁▁▁▁▁▁ ▁: [6, 173, 61, 179]
column-1-row: ▁ ▁ — ▁▁▁ ▁▁▁▁ ▁▁▁ — ▁▁▁▁ ▁▁▁▁▁▁: [6, 306, 88, 312]
column-1-row: ▁▁▁▁▁ ▁▁ — ▁ ▁▁▁▁▁ ▁▁▁▁▁▁ ▁▁▁▁▁ ▁ ▁▁▁ ▁▁ ▁▁▁▁▁ —: [6, 73, 130, 79]
column-2-row: ▁▁▁▁▁ ▁▁▁▁ ▁ ▁▁▁ ▁▁▁▁ — ▁▁▁: [163, 417, 233, 423]
column-1-row: ▁ ▁▁▁ ▁▁▁ ▁▁▁ — ▁▁▁▁▁▁ ▁ — ▁▁▁▁ ▁▁▁ ▁▁▁▁: [6, 317, 108, 323]
column-1-row: ▁▁▁ ▁▁ ▁▁▁ ▁▁▁▁▁ ▁▁▁▁ ▁▁▁▁▁ — ▁▁ ▁▁▁▁▁▁ —: [6, 18, 113, 23]
column-1-row: ▁▁▁▁ — ▁▁▁ — ▁ ▁▁▁▁▁ ▁▁▁▁▁▁ — ▁▁▁▁ ▁▁▁ ▁▁▁▁▁▁ ▁▁▁: [6, 489, 133, 495]
column-1-row: ▁ ▁ ▁▁▁▁ ▁ ▁: [6, 156, 35, 162]
column-3-top-row: ▁▁▁ ▁ ▁▁▁ ▁▁▁▁▁ ▁▁▁ ▁▁▁▁▁ ▁: [301, 311, 371, 317]
column-2-row: ▁ ▁▁ ▁▁ ▁▁▁▁ ▁: [163, 173, 198, 179]
column-2-row: ▁▁▁▁ ▁▁▁ — ▁▁ ▁▁▁▁▁ ▁▁▁▁▁ ▁▁▁▁ ▁▁▁▁▁▁ — ▁: [163, 145, 270, 151]
column-3-top-row: ▁▁▁ — ▁▁▁▁▁ ▁▁ ▁ ▁▁▁▁▁▁ ▁▁▁ ▁▁▁ ▁▁▁▁▁▁ ▁▁▁▁▁: [301, 117, 416, 123]
column-1-row: ▁ — ▁▁ ▁ ▁▁▁ ▁ ▁▁▁ ▁▁▁▁▁ ▁: [6, 323, 70, 329]
column-1-row: ▁▁▁▁▁▁ ▁▁▁ ▁▁▁ ▁▁▁▁▁▁ — ▁▁▁▁▁▁ ▁ ▁▁ — ▁▁▁: [6, 284, 113, 290]
column-3-bottom-row: ▁▁▁▁▁▁ ▁▁▁▁ ▁▁▁▁ ▁▁▁▁ ▁▁▁ — ▁▁▁: [301, 563, 384, 569]
column-2-row: ▁▁▁▁▁ ▁ ▁▁ ▁▁▁▁▁▁ ▁▁▁ ▁▁▁: [163, 284, 228, 290]
column-1-row: ▁ ▁▁▁▁ ▁▁▁ ▁▁ ▁▁▁▁▁▁: [6, 112, 58, 118]
column-3-top-row: ▁ ▁▁▁▁▁ — ▁▁▁▁▁ ▁▁▁▁▁ ▁▁: [301, 278, 365, 284]
column-2-row: ▁ ▁▁▁▁▁▁ ▁▁▁▁▁▁ ▁▁▁▁▁▁ ▁▁▁▁▁▁ ▁▁▁▁ ▁ ▁ ▁: [163, 406, 267, 412]
header-page-number: 3399: [373, 5, 394, 15]
column-2: [159, 18, 294, 582]
column-1-row: ▁▁▁ ▁ ▁▁ ▁ — ▁▁▁▁ ▁▁▁▁▁▁ ▁▁▁▁ ▁: [6, 511, 84, 517]
column-3-top-row: ▁▁▁▁▁▁ ▁▁▁ ▁▁▁▁▁ — ▁▁▁ ▁▁▁▁▁: [301, 228, 377, 234]
column-3-top-row: ▁▁▁▁ ▁▁ ▁▁▁ — ▁ ▁ ▁▁▁▁▁▁ ▁▁▁▁▁ ▁▁▁▁: [301, 45, 392, 51]
column-1-row: ▁▁▁▁▁▁ — ▁▁▁▁▁▁ — ▁▁▁ ▁▁▁▁▁▁ — ▁▁▁▁ ▁▁▁ ▁▁ ▁▁▁▁▁: [6, 217, 132, 223]
column-1-row: ▁▁ ▁▁ — ▁▁▁ ▁ — ▁▁▁▁▁: [6, 90, 59, 96]
column-1-row: ▁▁▁ ▁▁ — ▁▁▁▁▁ — ▁▁▁ ▁▁: [6, 123, 65, 129]
column-3-bottom-row: ▁▁▁▁ ▁▁▁▁▁ — ▁▁▁ — ▁▁▁▁▁ ▁▁ ▁▁▁▁▁ ▁▁▁▁▁: [301, 452, 404, 458]
column-2-row: ▁▁ — ▁▁ ▁▁▁ ▁ — ▁▁▁▁ ▁▁▁▁▁ ▁▁▁▁▁▁: [163, 539, 248, 545]
column-1-row: ▁▁▁▁ ▁▁▁ ▁▁▁▁▁ ▁▁▁ ▁▁ ▁▁▁▁▁ ▁▁▁ ▁ ▁▁▁ —: [6, 45, 106, 51]
column-2-row: ▁▁ ▁▁▁▁▁ ▁ ▁▁▁▁▁ ▁▁▁▁: [163, 411, 218, 417]
column-2-row: ▁▁▁ ▁▁ — ▁▁ ▁▁▁▁▁ ▁▁▁▁ ▁▁▁▁▁▁: [163, 112, 239, 118]
column-1-row: ▁ — ▁▁▁▁▁▁ ▁▁▁ ▁▁ — ▁▁▁▁▁: [6, 467, 71, 473]
column-2-row: ▁▁▁▁ ▁▁▁ ▁▁▁▁▁ ▁▁▁ ▁▁▁▁▁ ▁▁▁▁▁ —: [163, 123, 248, 129]
